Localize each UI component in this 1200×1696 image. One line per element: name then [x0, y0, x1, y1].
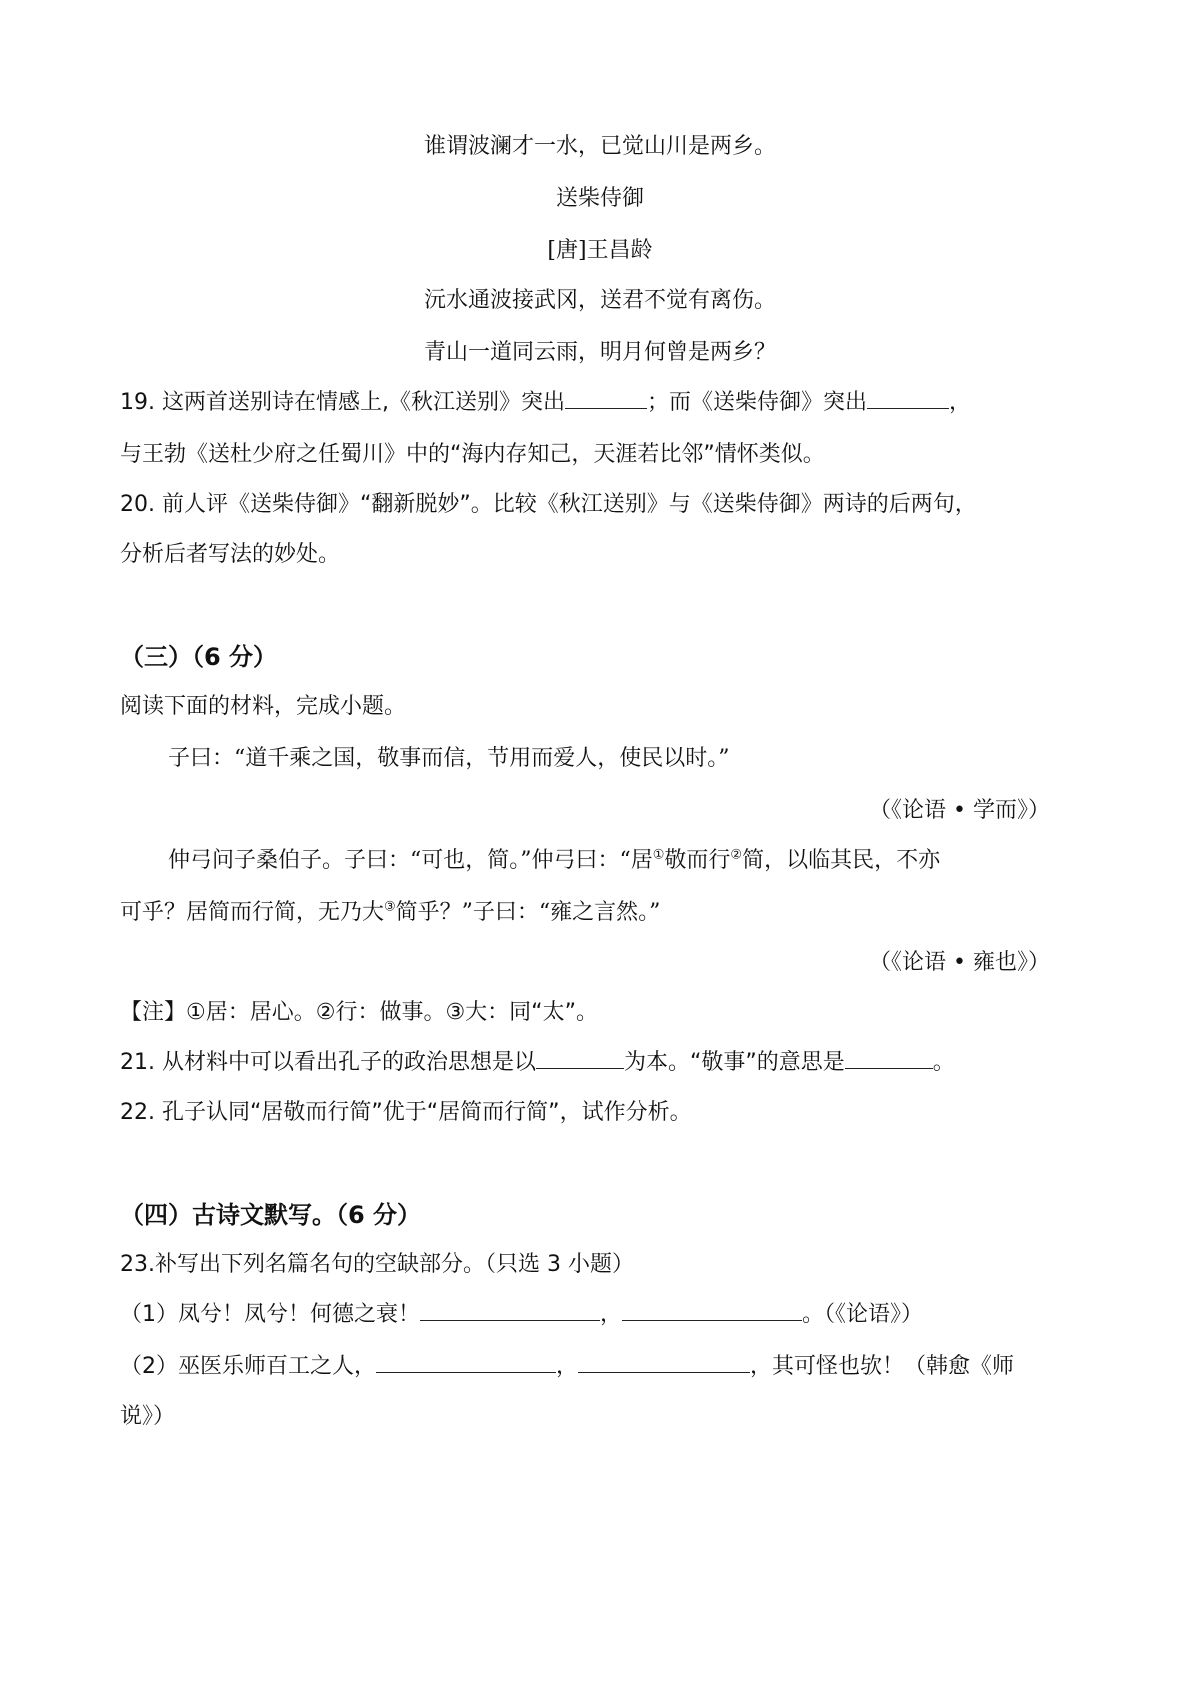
passage-2-line1 [168, 846, 940, 876]
annotation-note: 【注】①居：居心。②行：做事。③大：同“太”。 [120, 1000, 598, 1025]
question-19 [120, 388, 971, 418]
q21-blank-1[interactable] [536, 1048, 624, 1069]
q23-item2-blank-2[interactable] [578, 1352, 750, 1373]
section-3-heading: （三）（6 分） [120, 643, 278, 671]
q23-item1-blank-1[interactable] [420, 1300, 600, 1321]
question-22: 22. 孔子认同“居敬而行简”优于“居简而行简”，试作分析。 [120, 1100, 692, 1125]
poem2-line1: 沅水通波接武冈，送君不觉有离伤。 [423, 288, 776, 313]
poem1-last-line: 谁谓波澜才一水，已觉山川是两乡。 [423, 134, 776, 159]
passage-2-line2 [120, 898, 660, 928]
q23-item2-text: （2）巫医乐师百工之人， [120, 1354, 376, 1379]
q23-item2-sep: ， [556, 1354, 579, 1379]
q23-item1-sep: ， [600, 1302, 623, 1327]
q21-blank-2[interactable] [845, 1048, 933, 1069]
footnote-1-marker: ① [652, 847, 665, 863]
q23-item-2-line2: 说》） [120, 1404, 176, 1429]
question-23: 23.补写出下列名篇名句的空缺部分。（只选 3 小题） [120, 1252, 634, 1277]
q23-item1-blank-2[interactable] [622, 1300, 802, 1321]
passage-2-c: 简，以临其民，不亦 [742, 848, 941, 873]
footnote-3-marker: ③ [384, 899, 396, 915]
passage-2-d: 可乎？居简而行简，无乃大 [120, 900, 385, 925]
source-1: （《论语 • 学而》） [869, 798, 1050, 823]
q20-line2: 分析后者写法的妙处。 [120, 542, 341, 567]
q19-part-b: ；而《送柴侍御》突出 [646, 390, 867, 415]
q19-part-a: 19. 这两首送别诗在情感上,《秋江送别》突出 [120, 390, 565, 415]
q23-item-2 [120, 1352, 1014, 1382]
q23-item1-end: 。（《论语》） [802, 1302, 924, 1327]
q19-part-c: ， [949, 390, 972, 415]
section-3-instruction: 阅读下面的材料，完成小题。 [120, 694, 407, 719]
q21-part-c: 。 [932, 1050, 955, 1075]
q23-item-1 [120, 1300, 923, 1330]
footnote-2-marker: ② [730, 847, 743, 863]
q23-item2-end: ，其可怪也欤！（韩愈《师 [750, 1354, 1015, 1379]
poem2-author: [唐]王昌龄 [547, 238, 653, 263]
section-4-heading: （四）古诗文默写。（6 分） [120, 1201, 422, 1229]
question-20: 20. 前人评《送柴侍御》“翻新脱妙”。比较《秋江送别》与《送柴侍御》两诗的后两句， [120, 492, 977, 517]
poem2-line2: 青山一道同云雨，明月何曾是两乡？ [423, 340, 776, 365]
q19-blank-1[interactable] [565, 388, 647, 409]
q21-part-b: 为本。“敬事”的意思是 [623, 1050, 845, 1075]
q23-item1-text: （1）凤兮！凤兮！何德之衰！ [120, 1302, 420, 1327]
q19-blank-2[interactable] [867, 388, 949, 409]
q21-part-a: 21. 从材料中可以看出孔子的政治思想是以 [120, 1050, 536, 1075]
question-21 [120, 1048, 955, 1078]
source-2: （《论语 • 雍也》） [869, 950, 1050, 975]
passage-2-b: 敬而行 [664, 848, 731, 873]
q23-item2-blank-1[interactable] [376, 1352, 556, 1373]
passage-1: 子曰：“道千乘之国，敬事而信，节用而爱人，使民以时。” [168, 746, 730, 771]
q19-line2: 与王勃《送杜少府之任蜀川》中的“海内存知己，天涯若比邻”情怀类似。 [120, 442, 825, 467]
passage-2-a: 仲弓问子桑伯子。子曰：“可也，简。”仲弓曰：“居 [168, 848, 653, 873]
poem2-title: 送柴侍御 [555, 186, 644, 211]
passage-2-e: 简乎？”子曰：“雍之言然。” [395, 900, 661, 925]
